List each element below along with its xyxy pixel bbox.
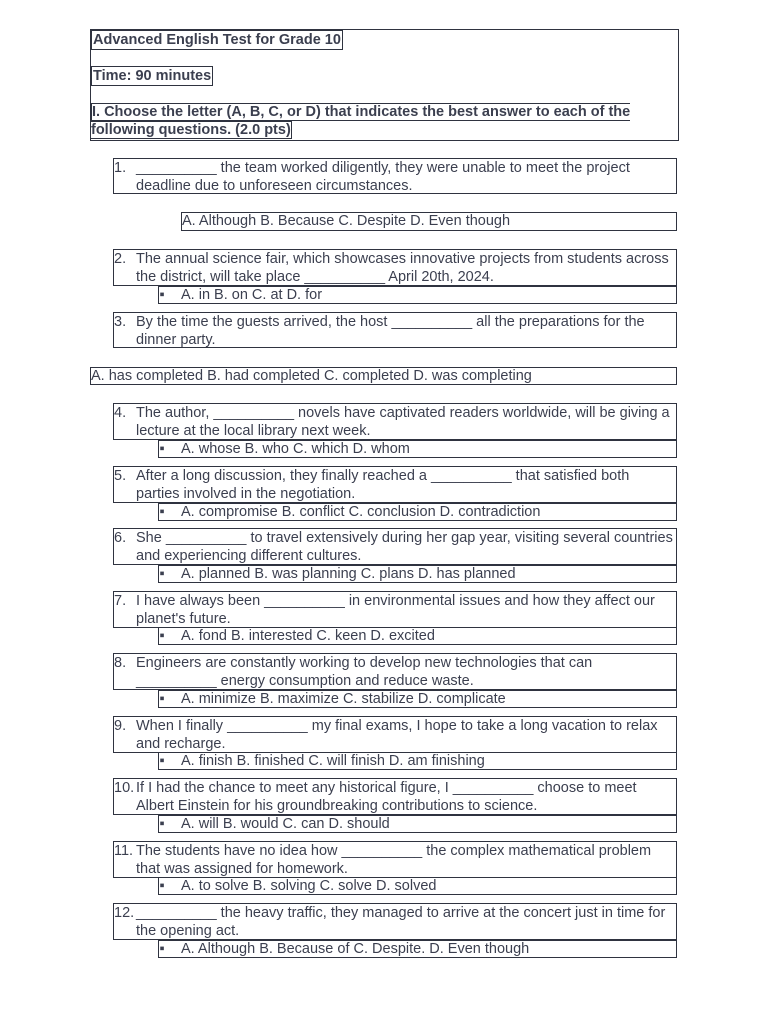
question-number: 4. xyxy=(114,405,127,421)
question-4 xyxy=(113,403,677,440)
question-10 xyxy=(113,778,677,815)
bullet-icon: ▪ xyxy=(159,566,165,582)
question-8 xyxy=(113,653,677,690)
question-11-options xyxy=(158,877,677,895)
question-5-options xyxy=(158,503,677,521)
question-6-options xyxy=(158,565,677,583)
options-text: A. to solve B. solving C. solve D. solved xyxy=(181,878,437,894)
bullet-icon: ▪ xyxy=(159,628,165,644)
question-text: __________ the heavy traffic, they managed to arrive at the concert just in time for the opening act. xyxy=(136,905,666,939)
bullet-icon: ▪ xyxy=(159,816,165,832)
bullet-icon: ▪ xyxy=(159,941,165,957)
question-number: 10. xyxy=(114,780,135,796)
question-text: When I finally __________ my final exams, I hope to take a long vacation to relax and recharge. xyxy=(136,718,658,752)
question-text: Engineers are constantly working to develop new technologies that can __________ energy consumption and reduce waste. xyxy=(136,655,593,689)
options-text: A. compromise B. conflict C. conclusion D. contradiction xyxy=(181,504,541,520)
question-text: If I had the chance to meet any historical figure, I __________ choose to meet Albert Einstein for his groundbreaking contributions to science. xyxy=(136,780,637,814)
question-text: She __________ to travel extensively during her gap year, visiting several countries and experiencing different cultures. xyxy=(136,530,673,564)
options-text: A. finish B. finished C. will finish D. am finishing xyxy=(181,753,485,769)
options-text: A. minimize B. maximize C. stabilize D. complicate xyxy=(181,691,506,707)
question-text: I have always been __________ in environmental issues and how they affect our planet's future. xyxy=(136,593,655,627)
question-7 xyxy=(113,591,677,628)
bullet-icon: ▪ xyxy=(159,691,165,707)
question-8-options xyxy=(158,690,677,708)
test-duration: Time: 90 minutes xyxy=(93,68,212,84)
question-text: __________ the team worked diligently, they were unable to meet the project deadline due to unforeseen circumstances. xyxy=(136,160,630,194)
bullet-icon: ▪ xyxy=(159,504,165,520)
options-text: A. fond B. interested C. keen D. excited xyxy=(181,628,435,644)
question-text: The author, __________ novels have captivated readers worldwide, will be giving a lecture at the local library next week. xyxy=(136,405,670,439)
question-number: 6. xyxy=(114,530,127,546)
question-5 xyxy=(113,466,677,503)
test-title: Advanced English Test for Grade 10 xyxy=(93,32,341,48)
question-1-options: A. Although B. Because C. Despite D. Even though xyxy=(181,212,677,231)
options-text: A. Although B. Because of C. Despite. D. Even though xyxy=(181,941,530,957)
question-2-options xyxy=(158,286,677,304)
question-text: After a long discussion, they finally reached a __________ that satisfied both parties involved in the negotiation. xyxy=(136,468,630,502)
options-text: A. planned B. was planning C. plans D. has planned xyxy=(181,566,516,582)
bullet-icon: ▪ xyxy=(159,287,165,303)
bullet-icon: ▪ xyxy=(159,441,165,457)
question-3-options: A. has completed B. had completed C. completed D. was completing xyxy=(90,367,677,385)
question-number: 11. xyxy=(114,843,134,859)
question-number: 2. xyxy=(114,251,127,267)
question-number: 8. xyxy=(114,655,127,671)
question-number: 7. xyxy=(114,593,127,609)
question-2 xyxy=(113,249,677,286)
question-10-options xyxy=(158,815,677,833)
question-4-options xyxy=(158,440,677,458)
test-header xyxy=(90,29,679,141)
question-number: 3. xyxy=(114,314,127,330)
question-number: 5. xyxy=(114,468,127,484)
question-number: 12. xyxy=(114,905,135,921)
question-number: 1. xyxy=(114,160,127,176)
section-instruction xyxy=(91,103,651,139)
bullet-icon: ▪ xyxy=(159,753,165,769)
question-text: The annual science fair, which showcases innovative projects from students across the district, will take place __________ April 20th, 2024. xyxy=(136,251,669,285)
question-6 xyxy=(113,528,677,565)
question-11 xyxy=(113,841,677,878)
question-7-options xyxy=(158,627,677,645)
question-number: 9. xyxy=(114,718,127,734)
question-9-options xyxy=(158,752,677,770)
question-text: The students have no idea how __________ the complex mathematical problem that was assigned for homework. xyxy=(136,843,652,877)
question-3 xyxy=(113,312,677,348)
question-12 xyxy=(113,903,677,940)
options-text: A. in B. on C. at D. for xyxy=(181,287,323,303)
section-instruction-text: I. Choose the letter (A, B, C, or D) that indicates the best answer to each of the following questions. (2.0 pts) xyxy=(91,104,631,138)
question-9 xyxy=(113,716,677,753)
question-12-options xyxy=(158,940,677,958)
bullet-icon: ▪ xyxy=(159,878,165,894)
options-text: A. will B. would C. can D. should xyxy=(181,816,390,832)
question-1 xyxy=(113,158,677,194)
options-text: A. whose B. who C. which D. whom xyxy=(181,441,410,457)
question-text: By the time the guests arrived, the host __________ all the preparations for the dinner party. xyxy=(136,314,645,348)
